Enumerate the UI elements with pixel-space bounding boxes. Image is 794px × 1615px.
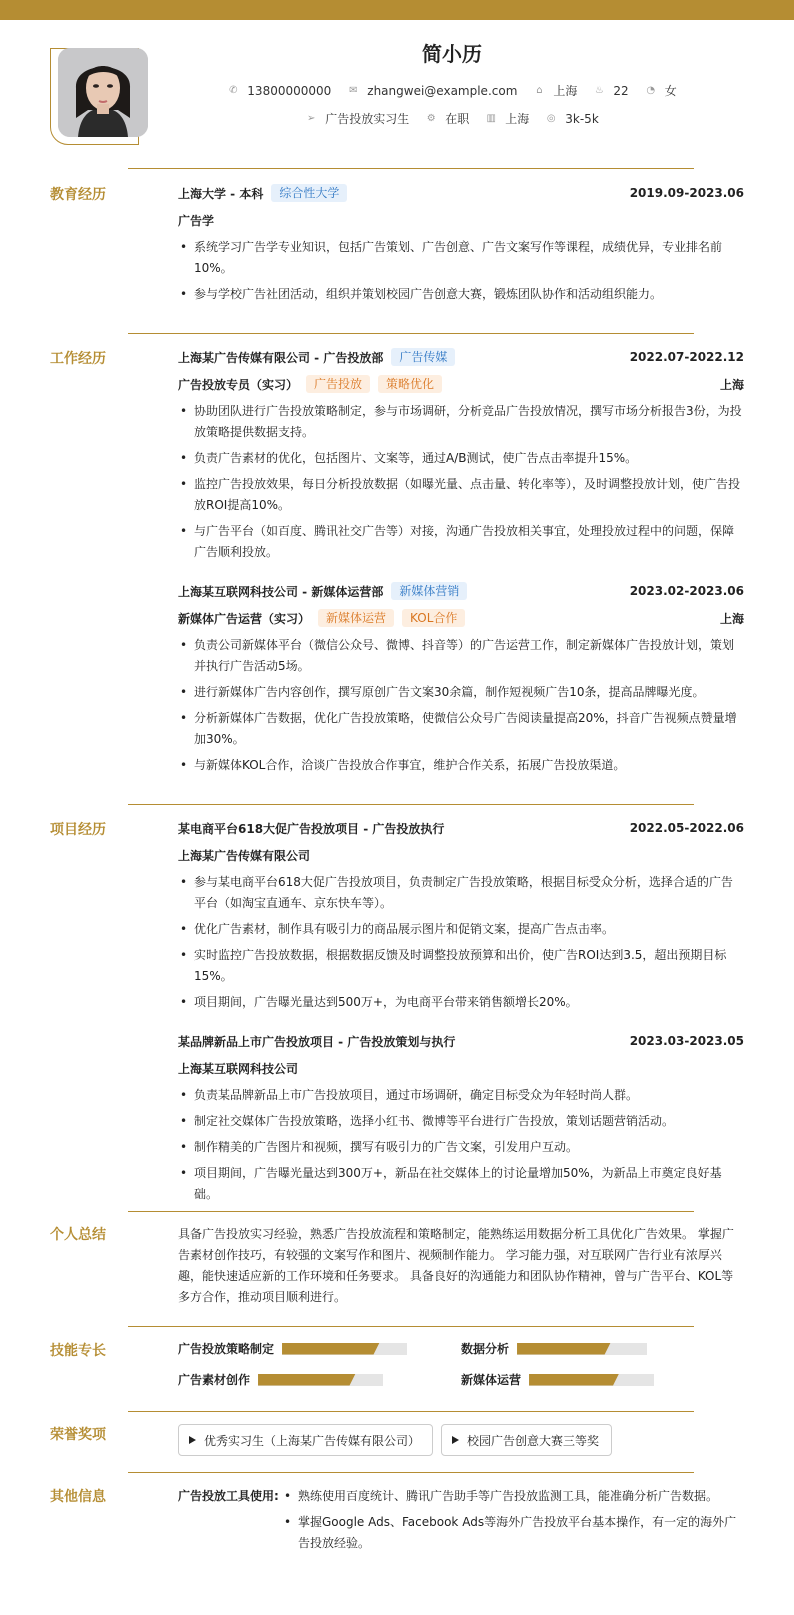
skill-bar-fill	[282, 1343, 380, 1355]
education-entry-header	[178, 184, 744, 202]
money-icon: ◎	[546, 112, 556, 124]
role-row	[178, 375, 744, 393]
school-name: 上海大学 - 本科	[178, 186, 264, 201]
mail-icon: ✉	[349, 84, 358, 96]
salary-value: 3k-5k	[565, 111, 599, 126]
role-tag: 新媒体运营	[318, 609, 394, 627]
project-bullets	[178, 1085, 744, 1205]
other-label: 广告投放工具使用:	[178, 1489, 279, 1503]
city-item	[533, 82, 577, 99]
award-item	[178, 1424, 433, 1456]
work-entry-header	[178, 348, 744, 366]
company-tag: 新媒体营销	[391, 582, 467, 600]
section-divider	[128, 804, 694, 805]
project-title: 某品牌新品上市广告投放项目 - 广告投放策划与执行	[178, 1034, 456, 1049]
section-divider	[128, 168, 694, 169]
gear-icon: ⚙	[426, 112, 436, 124]
work-bullets	[178, 401, 744, 563]
work-location: 上海	[719, 377, 744, 392]
candidate-name: 简小历	[422, 42, 482, 66]
skill-bar-fill	[517, 1343, 611, 1355]
skill-name: 数据分析	[461, 1342, 510, 1356]
list-item: • 负责公司新媒体平台（微信公众号、微博、抖音等）的广告运营工作，制定新媒体广告投放计划，策划并执行广告活动5场。	[178, 635, 744, 677]
list-item: • 优化广告素材，制作具有吸引力的商品展示图片和促销文案，提高广告点击率。	[178, 919, 744, 940]
list-item: • 协助团队进行广告投放策略制定，参与市场调研，分析竞品广告投放情况，撰写市场分析报告3份，为投放策略提供数据支持。	[178, 401, 744, 443]
skills-grid	[178, 1340, 744, 1388]
target-city-value: 上海	[505, 112, 530, 126]
list-item: • 制定社交媒体广告投放策略，选择小红书、微博等平台进行广告投放，策划话题营销活动。	[178, 1111, 744, 1132]
skill-bar-fill	[529, 1374, 619, 1386]
award-item	[441, 1424, 612, 1456]
age-item	[593, 84, 628, 98]
target-job-item	[305, 110, 409, 127]
age-value: 22	[613, 83, 629, 98]
project-date: 2023.03-2023.05	[629, 1034, 744, 1048]
project-org-name: 上海某广告传媒有限公司	[178, 848, 311, 863]
awards-list	[178, 1424, 744, 1456]
work-date: 2023.02-2023.06	[629, 584, 744, 598]
contact-row	[110, 82, 794, 99]
gender-value: 女	[664, 84, 677, 98]
triangle-icon	[189, 1436, 196, 1444]
skill-name: 广告投放策略制定	[178, 1342, 275, 1356]
work-location: 上海	[719, 611, 744, 626]
company-name: 上海某广告传媒有限公司 - 广告投放部	[178, 350, 384, 365]
role-tag: 策略优化	[378, 375, 442, 393]
skill-name: 新媒体运营	[461, 1373, 522, 1387]
skill-item	[461, 1371, 744, 1388]
list-item: • 分析新媒体广告数据，优化广告投放策略，使微信公众号广告阅读量提高20%，抖音广告视频点赞量增加30%。	[178, 708, 744, 750]
role-tag: KOL合作	[402, 609, 465, 627]
skill-bar	[517, 1343, 647, 1355]
status-item	[425, 110, 469, 127]
skill-bar	[529, 1374, 654, 1386]
work-bullets	[178, 635, 744, 776]
target-job-value: 广告投放实习生	[325, 112, 410, 126]
gender-item	[645, 82, 677, 99]
summary-text: 具备广告投放实习经验，熟悉广告投放流程和策略制定，能熟练运用数据分析工具优化广告效果。 掌握广告素材创作技巧，有较强的文案写作和图片、视频制作能力。 学习能力强，对互联网广告行业有浓厚兴趣，能快速适应新的工作环境和任务要求。 具备良好的沟通能力和团队协作精神，曾与广告平台、KOL等多方合作，推动项目顺利进行。	[178, 1227, 734, 1304]
list-item: • 掌握Google Ads、Facebook Ads等海外广告投放平台基本操作，有一定的海外广告投放经验。	[282, 1512, 744, 1554]
skill-item	[178, 1340, 461, 1357]
list-item: • 与新媒体KOL合作，洽谈广告投放合作事宜，维护合作关系，拓展广告投放渠道。	[178, 755, 744, 776]
skill-name: 广告素材创作	[178, 1373, 251, 1387]
top-accent-bar	[0, 0, 794, 20]
list-item: • 系统学习广告学专业知识，包括广告策划、广告创意、广告文案写作等课程，成绩优异，专业排名前10%。	[178, 237, 744, 279]
section-divider	[128, 1326, 694, 1327]
skill-bar-fill	[258, 1374, 356, 1386]
role-tag: 广告投放	[306, 375, 370, 393]
list-item: • 负责某品牌新品上市广告投放项目，通过市场调研，确定目标受众为年轻时尚人群。	[178, 1085, 744, 1106]
salary-item	[545, 112, 599, 126]
section-title: 其他信息	[50, 1489, 106, 1505]
list-item: • 进行新媒体广告内容创作，撰写原创广告文案30余篇，制作短视频广告10条，提高品牌曝光度。	[178, 682, 744, 703]
section-divider	[128, 1472, 694, 1473]
list-item: • 实时监控广告投放数据，根据数据反馈及时调整投放预算和出价，使广告ROI达到3.5，超出预期目标15%。	[178, 945, 744, 987]
section-divider	[128, 1211, 694, 1212]
skill-item	[178, 1371, 461, 1388]
building-icon: ▥	[486, 112, 496, 124]
role-name: 新媒体广告运营（实习）	[178, 611, 311, 626]
section-divider	[128, 333, 694, 334]
list-item: • 项目期间，广告曝光量达到500万+，为电商平台带来销售额增长20%。	[178, 992, 744, 1013]
status-value: 在职	[445, 112, 470, 126]
school-tag: 综合性大学	[271, 184, 347, 202]
skill-bar	[258, 1374, 383, 1386]
section-title: 教育经历	[50, 187, 106, 203]
section-title: 荣誉奖项	[50, 1427, 106, 1443]
target-city-item	[485, 110, 529, 127]
other-info	[178, 1486, 744, 1559]
major	[178, 211, 744, 229]
section-title: 个人总结	[50, 1227, 106, 1243]
phone-icon: ✆	[229, 84, 238, 96]
email-value: zhangwei@example.com	[367, 83, 518, 98]
project-org-name: 上海某互联网科技公司	[178, 1061, 299, 1076]
project-date: 2022.05-2022.06	[629, 821, 744, 835]
send-icon: ➢	[307, 112, 316, 124]
major-name: 广告学	[178, 213, 215, 228]
project-org	[178, 846, 744, 864]
home-icon: ⌂	[536, 84, 543, 96]
education-date: 2019.09-2023.06	[629, 186, 744, 200]
project-entry-header	[178, 819, 744, 837]
list-item: • 参与某电商平台618大促广告投放项目，负责制定广告投放策略，根据目标受众分析，选择合适的广告平台（如淘宝直通车、京东快车等）。	[178, 872, 744, 914]
education-bullets	[178, 237, 744, 305]
project-entry-header	[178, 1032, 744, 1050]
phone-value: 13800000000	[247, 83, 332, 98]
list-item: • 监控广告投放效果，每日分析投放数据（如曝光量、点击量、转化率等），及时调整投放计划，使广告投放ROI提高10%。	[178, 474, 744, 516]
section-title: 技能专长	[50, 1343, 106, 1359]
other-bullets	[282, 1486, 744, 1559]
triangle-icon	[452, 1436, 459, 1444]
work-date: 2022.07-2022.12	[629, 350, 744, 364]
list-item: • 与广告平台（如百度、腾讯社交广告等）对接，沟通广告投放相关事宜，处理投放过程中的问题，保障广告顺利投放。	[178, 521, 744, 563]
section-divider	[128, 1411, 694, 1412]
email-item	[347, 84, 517, 98]
skill-bar	[282, 1343, 407, 1355]
skill-item	[461, 1340, 744, 1357]
award-label: 优秀实习生（上海某广告传媒有限公司）	[204, 1433, 421, 1448]
section-title: 项目经历	[50, 822, 106, 838]
section-title: 工作经历	[50, 351, 106, 367]
city-value: 上海	[553, 84, 578, 98]
company-name: 上海某互联网科技公司 - 新媒体运营部	[178, 584, 384, 599]
list-item: • 熟练使用百度统计、腾讯广告助手等广告投放监测工具，能准确分析广告数据。	[282, 1486, 744, 1507]
list-item: • 负责广告素材的优化，包括图片、文案等，通过A/B测试，使广告点击率提升15%。	[178, 448, 744, 469]
job-intent-row	[110, 110, 794, 127]
list-item: • 项目期间，广告曝光量达到300万+，新品在社交媒体上的讨论量增加50%，为新品上市奠定良好基础。	[178, 1163, 744, 1205]
role-row	[178, 609, 744, 627]
gender-icon: ◔	[646, 84, 656, 96]
role-name: 广告投放专员（实习）	[178, 377, 299, 392]
phone-item	[227, 84, 331, 98]
list-item: • 制作精美的广告图片和视频，撰写有吸引力的广告文案，引发用户互动。	[178, 1137, 744, 1158]
award-label: 校园广告创意大赛三等奖	[467, 1433, 600, 1448]
project-title: 某电商平台618大促广告投放项目 - 广告投放执行	[178, 821, 445, 836]
cake-icon: ♨	[594, 84, 604, 96]
company-tag: 广告传媒	[391, 348, 455, 366]
list-item: • 参与学校广告社团活动，组织并策划校园广告创意大赛，锻炼团队协作和活动组织能力。	[178, 284, 744, 305]
project-org	[178, 1059, 744, 1077]
work-entry-header	[178, 582, 744, 600]
project-bullets	[178, 872, 744, 1013]
